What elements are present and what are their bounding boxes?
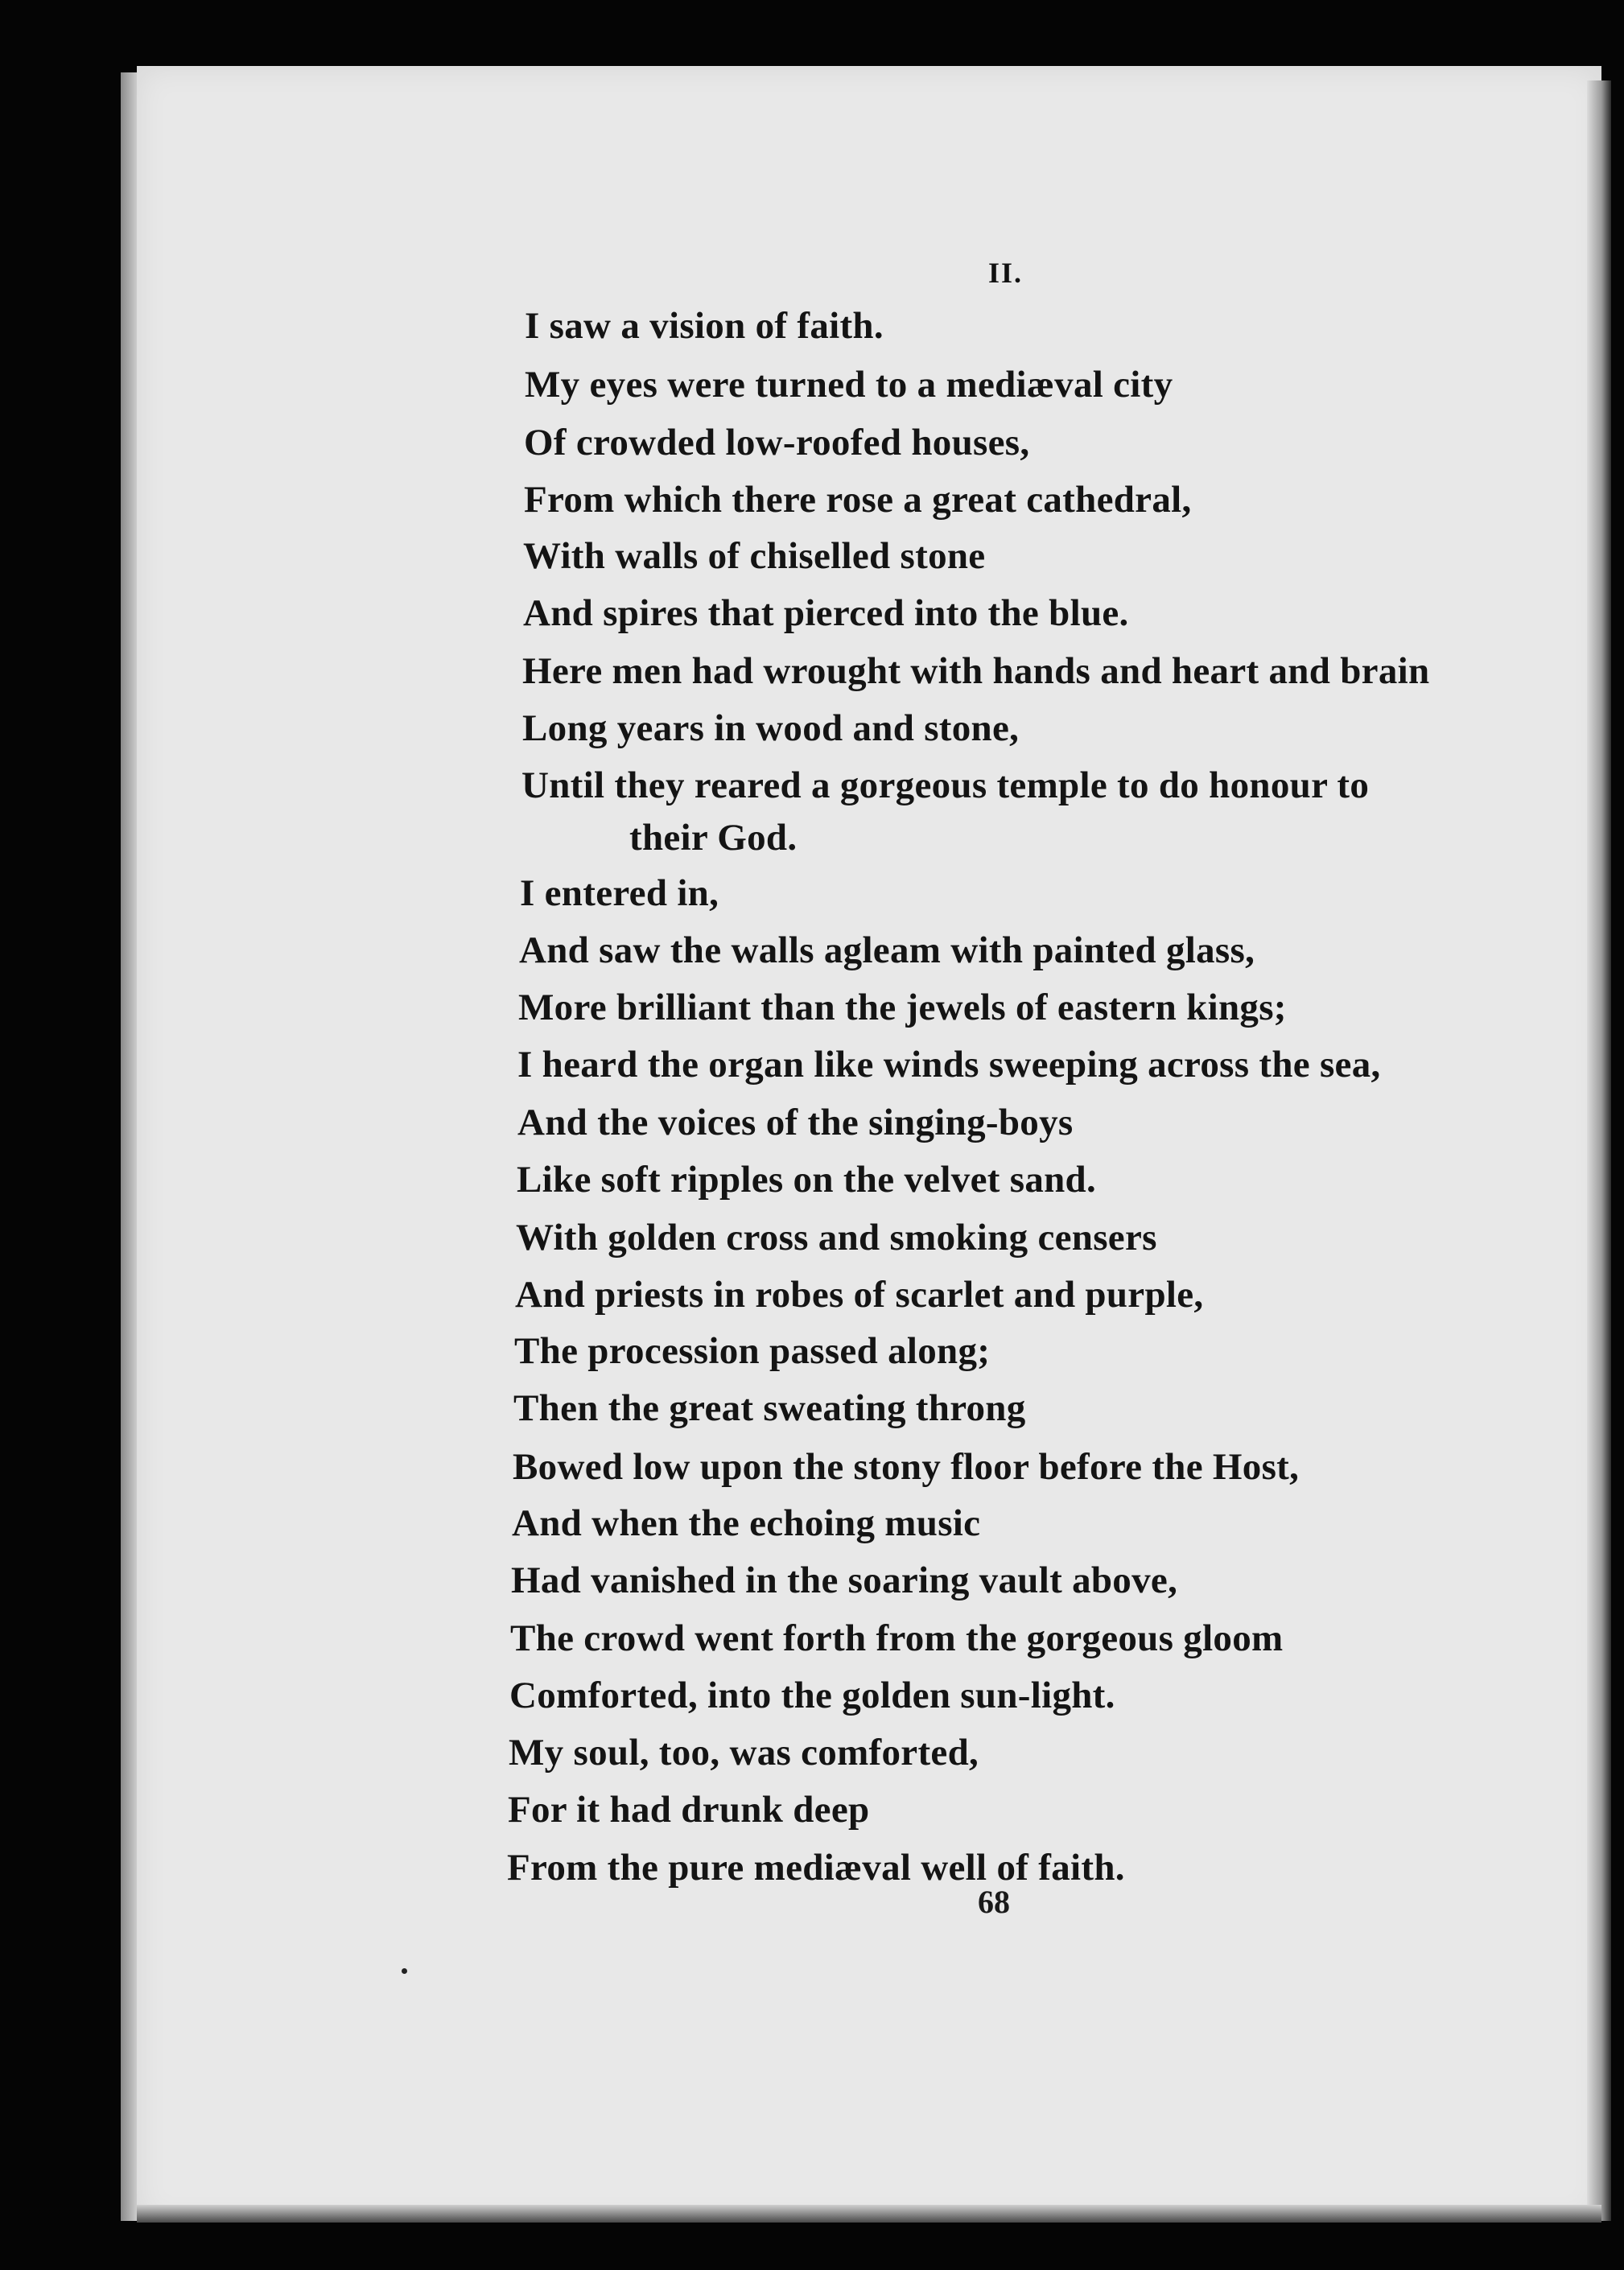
- poem-line: More brilliant than the jewels of eastern kings;: [518, 987, 1287, 1028]
- poem-line: And the voices of the singing-boys: [517, 1102, 1074, 1143]
- poem-line: I entered in,: [520, 872, 719, 914]
- section-number: II.: [988, 257, 1024, 289]
- poem-line: I heard the organ like winds sweeping across the sea,: [517, 1044, 1381, 1086]
- poem-line: From the pure mediæval well of faith.: [507, 1847, 1125, 1889]
- poem-line: their God.: [629, 817, 798, 859]
- poem-line: With golden cross and smoking censers: [516, 1217, 1157, 1259]
- poem-line: And spires that pierced into the blue.: [523, 592, 1129, 634]
- poem-line: For it had drunk deep: [508, 1789, 870, 1831]
- poem-line: I saw a vision of faith.: [525, 305, 884, 347]
- poem-line: Until they reared a gorgeous temple to do honour to: [521, 764, 1370, 806]
- poem-line: From which there rose a great cathedral,: [524, 479, 1192, 521]
- poem-line: Long years in wood and stone,: [522, 707, 1020, 749]
- poem-line: The crowd went forth from the gorgeous gloom: [510, 1617, 1284, 1659]
- poem-line: Comforted, into the golden sun-light.: [509, 1675, 1115, 1716]
- poem-line: Then the great sweating throng: [513, 1387, 1026, 1429]
- poem-line: And saw the walls agleam with painted glass,: [519, 929, 1255, 971]
- poem-line: Like soft ripples on the velvet sand.: [517, 1159, 1097, 1201]
- scan-speck: [402, 1968, 407, 1974]
- poem-line: Bowed low upon the stony floor before the Host,: [513, 1446, 1300, 1488]
- poem-line: My soul, too, was comforted,: [509, 1732, 979, 1774]
- poem-line: Had vanished in the soaring vault above,: [511, 1559, 1178, 1601]
- poem-line: Of crowded low-roofed houses,: [524, 422, 1030, 463]
- poem-line: And priests in robes of scarlet and purple,: [515, 1274, 1204, 1316]
- poem-line: My eyes were turned to a mediæval city: [525, 364, 1173, 406]
- poem-line: And when the echoing music: [512, 1502, 981, 1544]
- page-number: 68: [978, 1884, 1010, 1920]
- poem-line: Here men had wrought with hands and heart and brain: [522, 650, 1430, 692]
- poem-line: With walls of chiselled stone: [523, 535, 986, 577]
- poem-line: The procession passed along;: [514, 1330, 991, 1372]
